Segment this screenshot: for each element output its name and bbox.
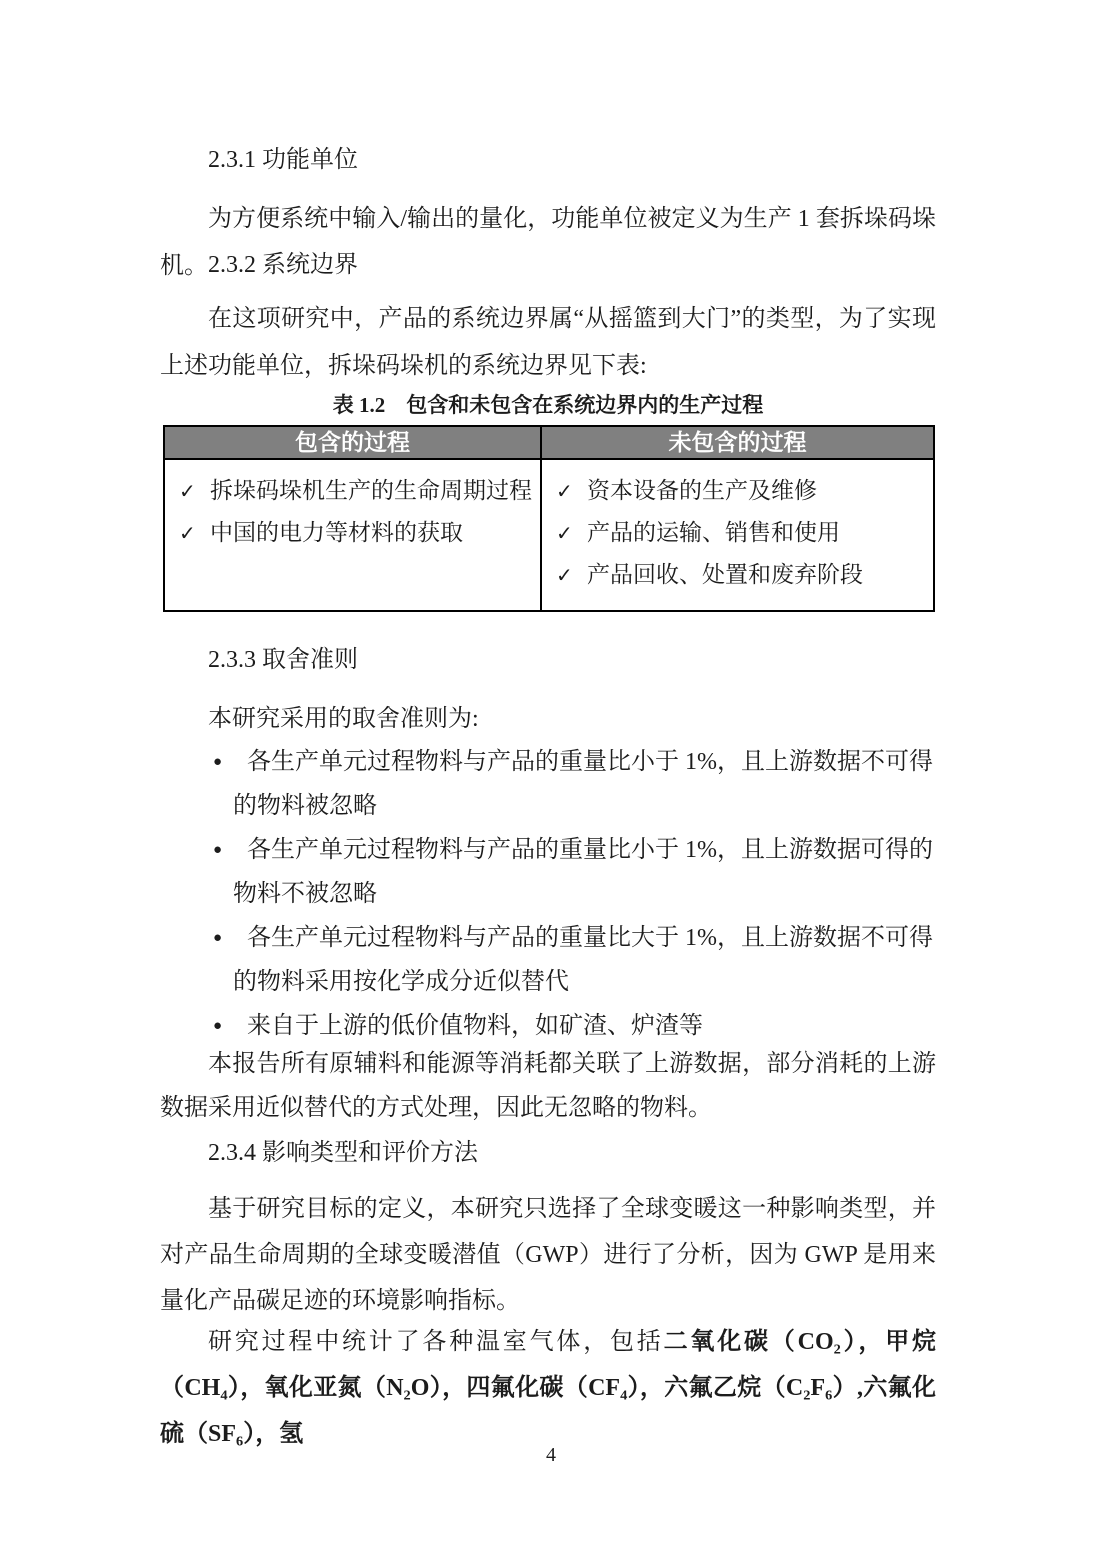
section-heading-2-3-1: 2.3.1 功能单位: [208, 147, 358, 173]
paragraph-functional-unit: 为方便系统中输入/输出的量化，功能单位被定义为生产 1 套拆垛码垛机。: [160, 206, 936, 279]
check-icon: ✓: [556, 563, 573, 587]
paragraph-criteria-closing: 本报告所有原辅料和能源等消耗都关联了上游数据，部分消耗的上游数据采用近似替代的方式处理，因此无忽略的物料。: [160, 1051, 936, 1121]
paragraph-greenhouse-gases: [160, 1319, 936, 1457]
excluded-process-list: [554, 470, 925, 596]
table-header-included: 包含的过程: [295, 430, 410, 455]
table-row: [554, 554, 925, 596]
included-process-list: [177, 470, 534, 554]
paragraph-criteria-intro: 本研究采用的取舍准则为:: [208, 706, 479, 732]
bullet-icon: ●: [213, 842, 223, 858]
excluded-item-label: 资本设备的生产及维修: [587, 478, 817, 503]
paragraph-system-boundary: 在这项研究中，产品的系统边界属“从摇篮到大门”的类型，为了实现上述功能单位，拆垛码垛机的系统边界见下表:: [160, 306, 936, 379]
table-body-row: [165, 460, 933, 610]
table-row: [554, 470, 925, 512]
bullet-icon: ●: [213, 930, 223, 946]
table-row: [177, 512, 534, 554]
criteria-item-text: 各生产单元过程物料与产品的重量比小于 1%，且上游数据不可得的物料被忽略: [233, 749, 933, 819]
gases-prefix-text: 研究过程中统计了各种温室气体，包括: [208, 1329, 664, 1355]
list-item: [213, 916, 933, 1004]
table-header-row: [165, 427, 933, 460]
table-cell-excluded: [540, 460, 931, 610]
section-heading-2-3-3: 2.3.3 取舍准则: [208, 647, 358, 673]
bullet-icon: ●: [213, 754, 223, 770]
list-item: [213, 828, 933, 916]
system-boundary-table: [163, 425, 935, 612]
table-row: [177, 470, 534, 512]
table-row: [554, 512, 925, 554]
check-icon: ✓: [179, 479, 196, 503]
check-icon: ✓: [556, 479, 573, 503]
check-icon: ✓: [556, 521, 573, 545]
included-item-label: 中国的电力等材料的获取: [210, 520, 463, 545]
table-cell-included: [165, 460, 540, 610]
criteria-item-text: 来自于上游的低价值物料，如矿渣、炉渣等: [247, 1013, 703, 1039]
excluded-item-label: 产品回收、处置和废弃阶段: [587, 562, 863, 587]
page-number: 4: [546, 1444, 556, 1466]
bullet-icon: ●: [213, 1018, 223, 1034]
section-heading-2-3-2: 2.3.2 系统边界: [208, 252, 358, 278]
gases-bold-text: 二氧化碳（CO₂），甲烷（CH₄），氧化亚氮（N₂O），四氟化碳（CF₄），六氟乙烷（C₂F₆）,六氟化硫（SF₆），氢: [160, 1329, 937, 1447]
table-header-excluded: 未包含的过程: [540, 427, 933, 458]
criteria-bullet-list: [213, 740, 933, 1048]
check-icon: ✓: [179, 521, 196, 545]
included-item-label: 拆垛码垛机生产的生命周期过程: [210, 478, 532, 503]
paragraph-gwp: 基于研究目标的定义，本研究只选择了全球变暖这一种影响类型，并对产品生命周期的全球变暖潜值（GWP）进行了分析，因为 GWP 是用来量化产品碳足迹的环境影响指标。: [160, 1196, 936, 1314]
criteria-item-text: 各生产单元过程物料与产品的重量比大于 1%，且上游数据不可得的物料采用按化学成分近似替代: [233, 925, 933, 995]
excluded-item-label: 产品的运输、销售和使用: [587, 520, 840, 545]
section-heading-2-3-4: 2.3.4 影响类型和评价方法: [208, 1140, 478, 1166]
table-caption: 表 1.2 包含和未包含在系统边界内的生产过程: [332, 393, 764, 417]
list-item: [213, 740, 933, 828]
criteria-item-text: 各生产单元过程物料与产品的重量比小于 1%，且上游数据可得的物料不被忽略: [233, 837, 933, 907]
